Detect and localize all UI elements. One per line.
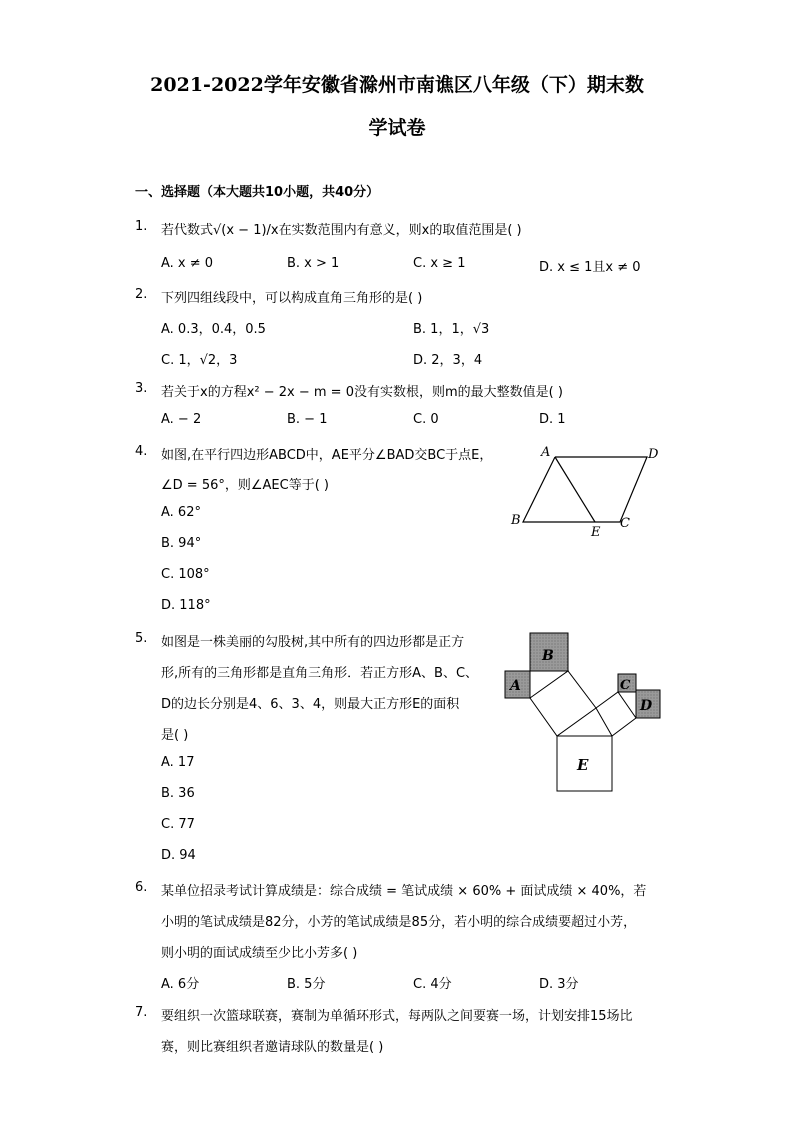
option-d: D. 3分 [539, 977, 579, 992]
option-b: B. 36 [161, 786, 195, 801]
question-text: D的边长分别是4、6、3、4，则最大正方形E的面积 [161, 697, 460, 712]
page-title-line-1: 2021-2022学年安徽省滁州市南谯区八年级（下）期末数 [150, 74, 644, 96]
question-number: 5. [135, 631, 148, 646]
page-title-line-2: 学试卷 [368, 117, 426, 139]
question-text: 如图,在平行四边形ABCD中，AE平分∠BAD交BC于点E， [161, 448, 493, 463]
question-text: 若代数式√(x − 1)/x在实数范围内有意义，则x的取值范围是( ) [161, 223, 522, 238]
option-c: C. 1，√2，3 [161, 353, 238, 368]
question-text: 形,所有的三角形都是直角三角形．若正方形A、B、C、 [161, 666, 479, 681]
label-a: A [541, 445, 551, 460]
question-number: 7. [135, 1005, 148, 1020]
question-number: 4. [135, 444, 148, 459]
section-heading: 一、选择题（本大题共10小题，共40分） [135, 185, 380, 200]
option-d: D. 118° [161, 598, 211, 613]
option-a: A. − 2 [161, 412, 202, 427]
option-b: B. 5分 [287, 977, 326, 992]
label-c: C [620, 516, 630, 531]
question-text: 要组织一次篮球联赛，赛制为单循环形式，每两队之间要赛一场，计划安排15场比 [161, 1009, 633, 1024]
question-text: 则小明的面试成绩至少比小芳多( ) [161, 946, 358, 961]
question-text: 是( ) [161, 728, 189, 743]
option-a: A. x ≠ 0 [161, 256, 214, 271]
label-c: C [620, 678, 631, 693]
question-text: 赛，则比赛组织者邀请球队的数量是( ) [161, 1040, 384, 1055]
label-d: D [640, 698, 653, 714]
label-e: E [591, 525, 601, 540]
label-d: D [648, 447, 659, 462]
option-c: C. x ≥ 1 [413, 256, 466, 271]
question-text: 若关于x的方程x² − 2x − m = 0没有实数根，则m的最大整数值是( ) [161, 385, 563, 400]
option-c: C. 108° [161, 567, 210, 582]
parallelogram-figure [505, 440, 665, 540]
option-b: B. x > 1 [287, 256, 340, 271]
question-text: 某单位招录考试计算成绩是：综合成绩 = 笔试成绩 × 60% + 面试成绩 × 40%，若 [161, 884, 647, 899]
question-number: 2. [135, 287, 148, 302]
question-number: 6. [135, 880, 148, 895]
label-e: E [577, 756, 589, 774]
label-b: B [511, 513, 521, 528]
question-text: ∠D = 56°，则∠AEC等于( ) [161, 478, 329, 493]
option-c: C. 0 [413, 412, 439, 427]
option-b: B. 1，1，√3 [413, 322, 490, 337]
option-d: D. 2，3，4 [413, 353, 483, 368]
option-a: A. 6分 [161, 977, 200, 992]
option-b: B. − 1 [287, 412, 328, 427]
option-b: B. 94° [161, 536, 202, 551]
option-a: A. 62° [161, 505, 201, 520]
pythagoras-tree-figure [500, 628, 665, 798]
question-text: 小明的笔试成绩是82分，小芳的笔试成绩是85分，若小明的综合成绩要超过小芳， [161, 915, 637, 930]
option-d: D. 94 [161, 848, 196, 863]
question-text: 如图是一株美丽的勾股树,其中所有的四边形都是正方 [161, 635, 465, 650]
question-number: 1. [135, 219, 148, 234]
option-a: A. 0.3，0.4，0.5 [161, 322, 266, 337]
question-number: 3. [135, 381, 148, 396]
label-b: B [542, 648, 554, 664]
label-a: A [510, 678, 521, 694]
option-d: D. 1 [539, 412, 566, 427]
option-d: D. x ≤ 1且x ≠ 0 [539, 260, 641, 275]
option-c: C. 4分 [413, 977, 452, 992]
option-c: C. 77 [161, 817, 195, 832]
option-a: A. 17 [161, 755, 195, 770]
question-text: 下列四组线段中，可以构成直角三角形的是( ) [161, 291, 423, 306]
